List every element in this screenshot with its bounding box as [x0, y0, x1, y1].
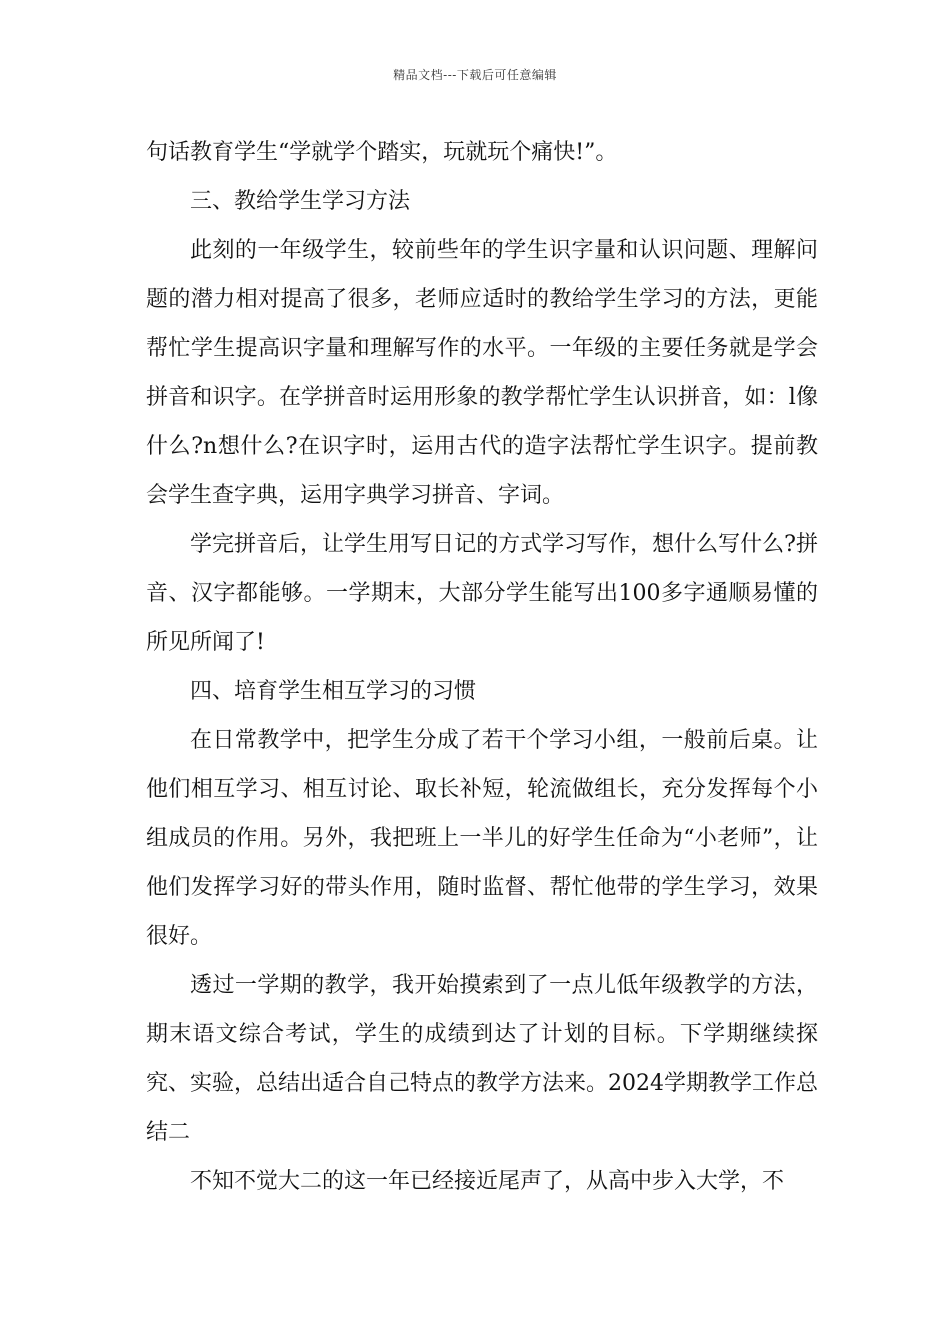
- paragraph-1: 句话教育学生“学就学个踏实，玩就玩个痛快!”。: [146, 140, 618, 165]
- section-heading-4: 四、培育学生相互学习的习惯: [190, 679, 477, 704]
- paragraph-2: 此刻的一年级学生，较前些年的学生识字量和认识问题、理解问题的潜力相对提高了很多，老师应适时的教给学生学习的方法，更能帮忙学生提高识字量和理解写作的水平。一年级的主要任务就是学会拼音和识字。在学拼音时运用形象的教学帮忙学生认识拼音，如：l像什么?n想什么?在识字时，运用古代的造字法帮忙学生识字。提前教会学生查字典，运用字典学习拼音、字词。: [146, 238, 818, 508]
- paragraph-6: 不知不觉大二的这一年已经接近尾声了，从高中步入大学，不: [190, 1169, 785, 1194]
- paragraph-5: 透过一学期的教学，我开始摸索到了一点儿低年级教学的方法，期末语文综合考试，学生的成绩到达了计划的目标。下学期继续探究、实验，总结出适合自己特点的教学方法来。2024学期教学工作总结二: [146, 973, 818, 1145]
- paragraph-4: 在日常教学中，把学生分成了若干个学习小组，一般前后桌。让他们相互学习、相互讨论、取长补短，轮流做组长，充分发挥每个小组成员的作用。另外，我把班上一半儿的好学生任命为“小老师”，让他们发挥学习好的带头作用，随时监督、帮忙他带的学生学习，效果很好。: [146, 728, 818, 949]
- document-body: [146, 128, 818, 1206]
- section-heading-3: 三、教给学生学习方法: [190, 189, 411, 214]
- page-header: 精品文档---下载后可任意编辑: [393, 68, 557, 82]
- paragraph-3: 学完拼音后，让学生用写日记的方式学习写作，想什么写什么?拼音、汉字都能够。一学期末，大部分学生能写出100多字通顺易懂的所见所闻了!: [146, 532, 818, 655]
